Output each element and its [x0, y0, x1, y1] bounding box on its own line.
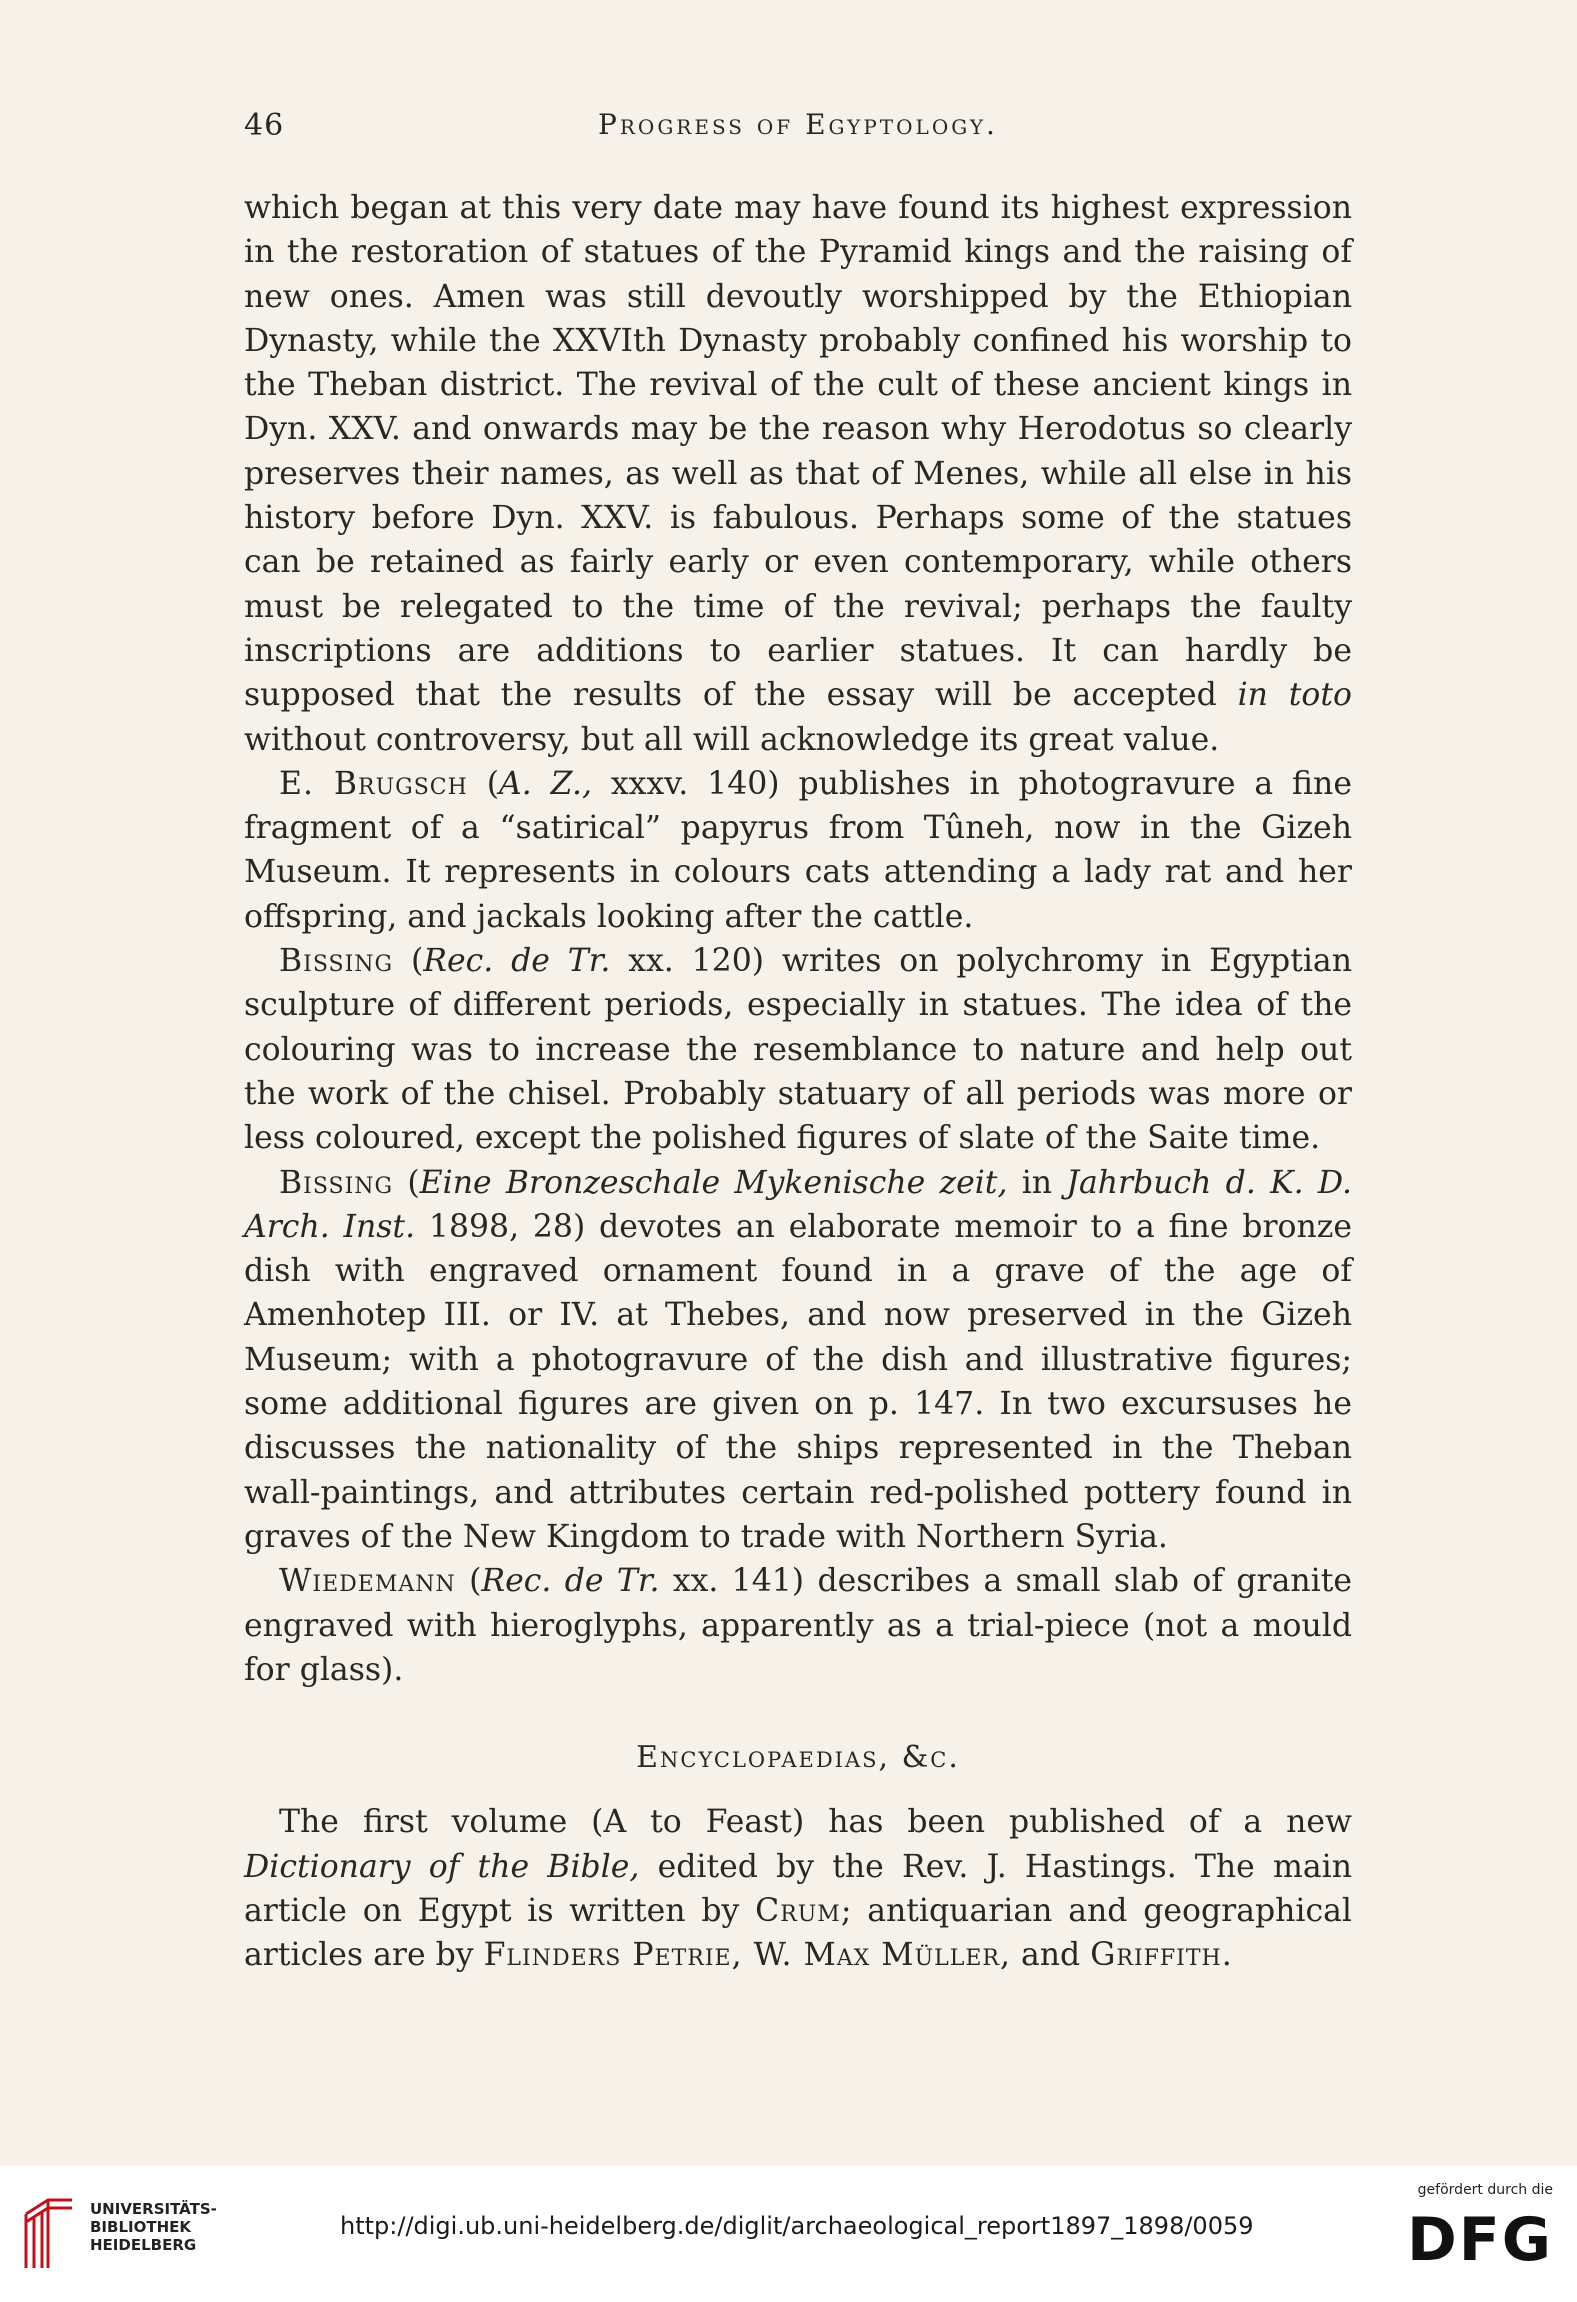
funded-by-label: gefördert durch die: [1417, 2182, 1553, 2198]
running-title: Progress of Egyptology.: [598, 108, 998, 141]
paragraph-brugsch: E. Brugsch (A. Z., xxxv. 140) publishes in photogravure a fine fragment of a “satirical” papyrus from Tûneh, now in the Gizeh Museum. It represents in colours cats attending a lady rat and her offspring, and jackals looking after the cattle.: [244, 765, 1352, 935]
body-text: [244, 186, 1352, 1978]
paragraph-dictionary: The first volume (A to Feast) has been published of a new Dictionary of the Bible, edited by the Rev. J. Hastings. The main article on Egypt is written by Crum; antiquarian and geographical articles are by Flinders Petrie, W. Max Müller, and Griffith.: [244, 1804, 1352, 1974]
dfg-logo[interactable]: DFG: [1406, 2205, 1553, 2275]
author-name: Bissing: [279, 943, 394, 980]
permalink-url[interactable]: http://digi.ub.uni-heidelberg.de/diglit/archaeological_report1897_1898/0059: [340, 2212, 1254, 2240]
page-number: 46: [244, 108, 285, 143]
section-heading: Encyclopaedias, &c.: [636, 1740, 960, 1776]
author-name: Wiedemann: [279, 1563, 456, 1600]
digitization-footer: [0, 2166, 1577, 2302]
library-name: UNIVERSITÄTS- BIBLIOTHEK HEIDELBERG: [90, 2200, 217, 2254]
author-name: Bissing: [279, 1164, 394, 1201]
paragraph-bissing-bronze: Bissing (Eine Bronzeschale Mykenische zeit, in Jahrbuch d. K. D. Arch. Inst. 1898, 28) devotes an elaborate memoir to a fine bronze dish with engraved ornament found in a grave of the age of Amenhotep III. or IV. at Thebes, and now preserved in the Gizeh Museum; with a photogravure of the dish and illustrative figures; some additional figures are given on p. 147. In two excursuses he discusses the nationality of the ships represented in the Theban wall-paintings, and attributes certain red-polished pottery found in graves of the New Kingdom to trade with Northern Syria.: [244, 1164, 1353, 1555]
paragraph-bissing-polychromy: Bissing (Rec. de Tr. xx. 120) writes on polychromy in Egyptian sculpture of different periods, especially in statues. The idea of the colouring was to increase the resemblance to nature and help out the work of the chisel. Probably statuary of all periods was more or less coloured, except the polished figures of slate of the Saite time.: [244, 943, 1352, 1157]
page-header: [244, 108, 1352, 152]
paragraph-continuation: which began at this very date may have found its highest expression in the restoration of statues of the Pyramid kings and the raising of new ones. Amen was still devoutly worshipped by the Ethiopian Dynasty, while the XXVIth Dynasty probably confined his worship to the Theban district. The revival of the cult of these ancient kings in Dyn. XXV. and onwards may be the reason why Herodotus so clearly preserves their names, as well as that of Menes, while all else in his history before Dyn. XXV. is fabulous. Perhaps some of the statues can be retained as fairly early or even contemporary, while others must be relegated to the time of the revival; perhaps the faulty inscriptions are additions to earlier statues. It can hardly be supposed that the results of the essay will be accepted in toto without controversy, but all will acknowledge its great value.: [244, 190, 1352, 758]
dfg-funding: [1383, 2182, 1553, 2292]
library-logo-icon: [18, 2194, 80, 2274]
author-name: E. Brugsch: [279, 765, 468, 802]
paragraph-wiedemann: Wiedemann (Rec. de Tr. xx. 141) describes a small slab of granite engraved with hieroglyphs, apparently as a trial-piece (not a mould for glass).: [244, 1563, 1353, 1688]
library-logo[interactable]: [18, 2190, 228, 2280]
